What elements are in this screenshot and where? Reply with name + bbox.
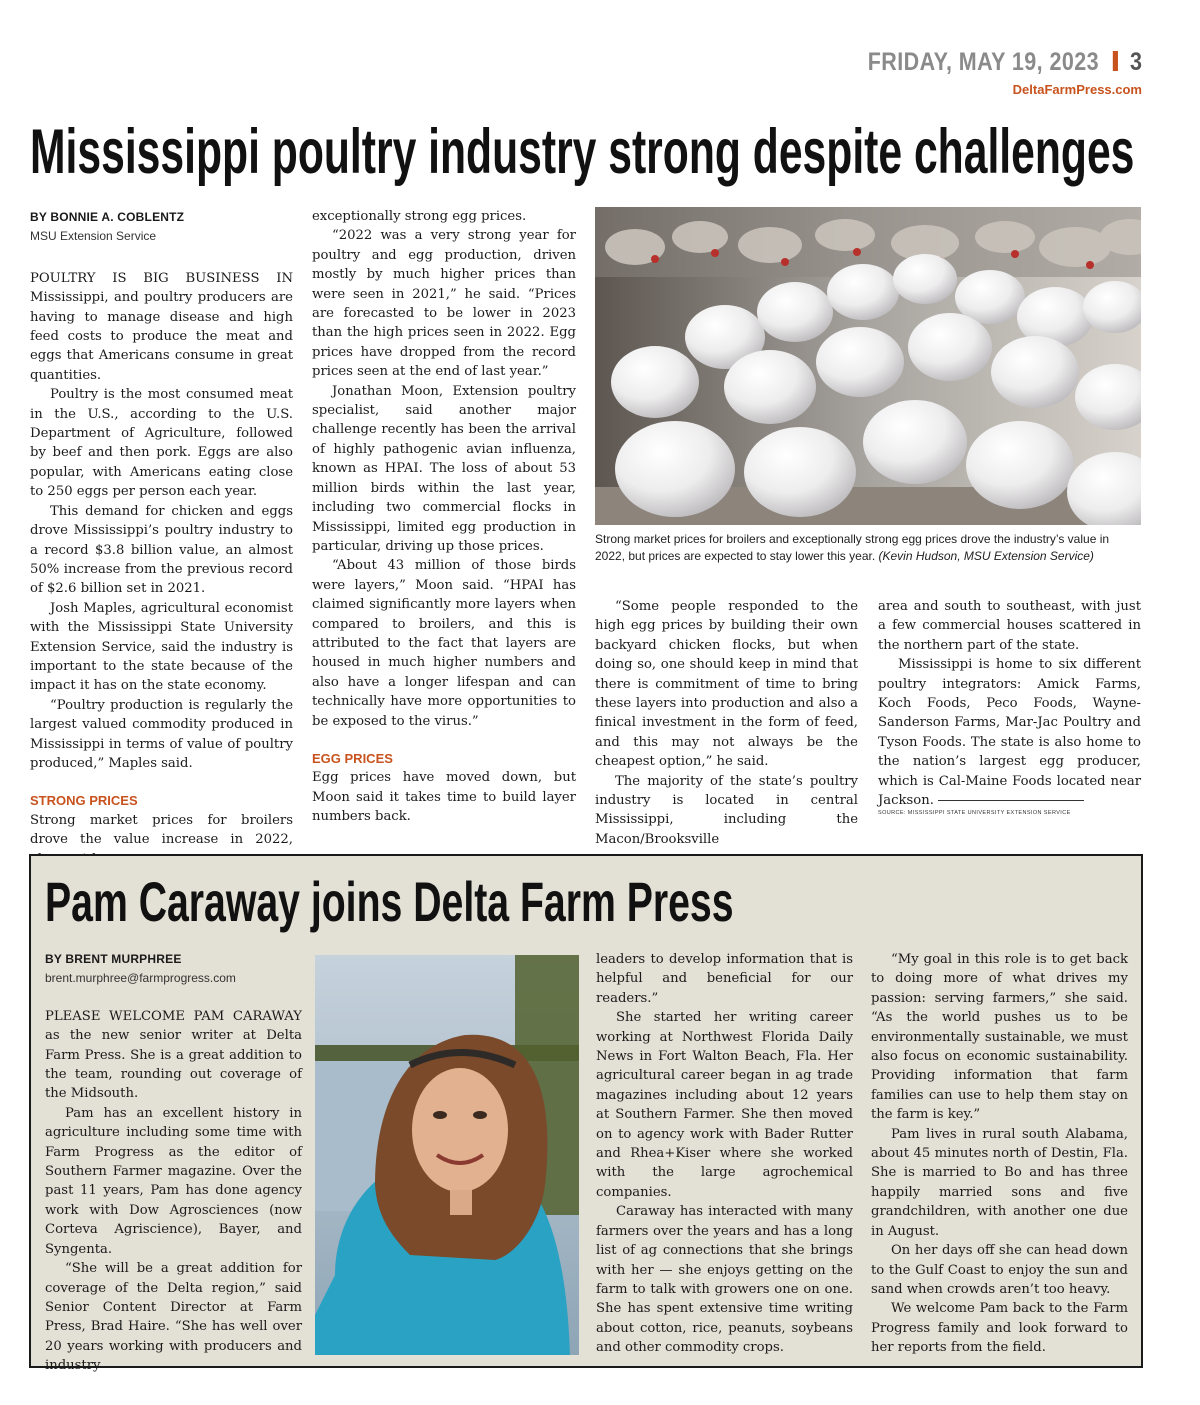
paragraph: Josh Maples, agricultural economist with the Mississippi State University Extension Service, said the industry is important to the state because of the impact it has on the state economy. — [30, 600, 293, 694]
paragraph: “Poultry production is regularly the largest valued commodity produced in Mississippi in terms of value of poultry produced,” Maples said. — [30, 697, 293, 771]
article-headline: Mississippi poultry industry strong despite challenges — [30, 117, 1135, 187]
paragraph: PLEASE WELCOME PAM CARAWAY as the new senior writer at Delta Farm Press. She is a great addition to the team, rounding out coverage of the Midsouth. — [45, 1008, 302, 1102]
paragraph: exceptionally strong egg prices. — [312, 209, 527, 224]
source-note: SOURCE: MISSISSIPPI STATE UNIVERSITY EXTENSION SERVICE — [878, 810, 1071, 816]
date-divider — [1112, 51, 1117, 71]
paragraph: Poultry is the most consumed meat in the U.S., according to the U.S. Department of Agriculture, followed by beef and then pork. Eggs are also popular, with Americans eating close to 250 eggs per person each year. — [30, 387, 293, 500]
eggs-photo — [595, 207, 1141, 525]
byline-affiliation: MSU Extension Service — [30, 229, 157, 244]
article-column-1 — [30, 208, 293, 869]
paragraph: Mississippi is home to six different poultry integrators: Amick Farms, Koch Foods, Peco Foods, Wayne-Sanderson Farms, Mar-Jac Poultry and Tyson Foods. The state is also home to the nation’s largest egg producer, which is Cal-Maine Foods located near Jackson. — [878, 657, 1141, 809]
announcement-column-1 — [45, 950, 302, 1376]
paragraph: leaders to develop information that is helpful and beneficial for our readers.” — [596, 952, 853, 1006]
portrait-illustration — [315, 955, 579, 1355]
paragraph: Caraway has interacted with many farmers over the years and has a long list of ag connections that she brings with her — she enjoys getting on the farm to talk with growers one on one. She has spent extensive time writing about cotton, rice, peanuts, soybeans and other commodity crops. — [596, 1204, 853, 1356]
article-column-4 — [878, 597, 1141, 810]
announcement-headline: Pam Caraway joins Delta Farm Press — [45, 870, 734, 933]
site-url: DeltaFarmPress.com — [1012, 82, 1142, 97]
paragraph: This demand for chicken and eggs drove Mississippi’s poultry industry to a record $3.8 billion value, an almost 50% increase from the previous record of $2.6 billion set in 2021. — [30, 503, 293, 597]
page-number: 3 — [1129, 48, 1142, 76]
caption-text: Strong market prices for broilers and exceptionally strong egg prices drove the industry’s value in 2022, but prices are expected to stay lower this year. — [595, 532, 1110, 563]
subhead-egg-prices: EGG PRICES — [312, 750, 393, 766]
paragraph: Pam lives in rural south Alabama, about 45 minutes north of Destin, Fla. She is married to Bo and has three happily married sons and five grandchildren, with another one due in August. — [871, 1126, 1128, 1239]
article-column-3 — [595, 597, 858, 849]
eggs-illustration — [595, 207, 1141, 525]
issue-date: FRIDAY, MAY 19, 2023 — [867, 48, 1099, 76]
paragraph: “She will be a great addition for coverage of the Delta region,” said Senior Content Director at Farm Press, Brad Haire. “She has well over 20 years working with producers and industry — [45, 1261, 302, 1374]
source-rule — [938, 800, 1084, 801]
paragraph: Strong market prices for broilers drove the value increase in 2022, — [30, 812, 293, 848]
photo-credit: (Kevin Hudson, MSU Extension Service) — [878, 549, 1094, 563]
paragraph: She started her writing career working at Northwest Florida Daily News in Fort Walton Beach, Fla. Her agricultural career began in ag trade magazines including about 12 years at Southern Farmer. She then moved on to agency work with Bader Rutter and Rhea+Kiser where she worked with the large agrochemical companies. — [596, 1010, 853, 1200]
issue-date-line — [867, 48, 1142, 77]
announcement-column-2 — [596, 950, 853, 1358]
paragraph: POULTRY IS BIG BUSINESS IN Mississippi, and poultry producers are having to manage disease and high feed costs to produce the meat and eggs that Americans consume in great quantities. — [30, 270, 293, 383]
paragraph: Jonathan Moon, Extension poultry specialist, said another major challenge recently has been the arrival of highly pathogenic avian influenza, known as HPAI. The loss of about 53 million birds within the last year, including two commercial flocks in Mississippi, limited egg production in particular, driving up those prices. — [312, 383, 576, 554]
paragraph: “Some people responded to the high egg prices by building their own backyard chicken flocks, but when doing so, one should keep in mind that there is commitment of time to bring these layers into production and also a finical investment in the form of feed, and this may not always be the cheapest option,” he said. — [595, 599, 858, 770]
announcement-box — [29, 854, 1143, 1374]
paragraph: On her days off she can head down to the Gulf Coast to enjoy the sun and sand when crowds aren’t too heavy. — [871, 1243, 1128, 1297]
paragraph: Pam has an excellent history in agriculture including some time with Farm Progress as the editor of Southern Farmer magazine. Over the past 11 years, Pam has done agency work with Dow Agrosciences (now Corteva Agriscience), Bayer, and Syngenta. — [45, 1105, 302, 1257]
paragraph: The majority of the state’s poultry industry is located in central Mississippi, including the Macon/Brooksville — [595, 773, 858, 847]
portrait-photo — [315, 955, 579, 1355]
byline-email: brent.murphree@farmprogress.com — [45, 971, 236, 986]
subhead-strong-prices: STRONG PRICES — [30, 793, 138, 809]
photo-caption — [595, 531, 1141, 565]
article-column-2 — [312, 207, 576, 827]
paragraph: “My goal in this role is to get back to doing more of what drives my passion: serving farmers,” she said. “As the world pushes us to be environmentally sustainable, we must also focus on economic sustainability. Providing information that farm families can use to help them stay on the farm is key.” — [871, 952, 1128, 1123]
paragraph: “2022 was a very strong year for poultry and egg production, driven mostly by much higher prices than were seen in 2021,” he said. “Prices are forecasted to be lower in 2023 than the high prices seen in 2022. Egg prices have dropped from the record prices seen at the end of last year.” — [312, 228, 576, 380]
announcement-column-3 — [871, 950, 1128, 1358]
paragraph: Egg prices have moved down, but Moon said it takes time to build layer numbers back. — [312, 770, 576, 825]
byline: BY BONNIE A. COBLENTZ — [30, 210, 185, 224]
paragraph: “About 43 million of those birds were layers,” Moon said. “HPAI has claimed significantly more layers when compared to broilers, and this is attributed to the fact that layers are housed in much higher numbers and also have a longer lifespan and can technically have more opportunities to be exposed to the virus.” — [312, 558, 576, 729]
byline: BY BRENT MURPHREE — [45, 952, 182, 966]
paragraph: area and south to southeast, with just a few commercial houses scattered in the northern part of the state. — [878, 599, 1141, 653]
paragraph: We welcome Pam back to the Farm Progress family and look forward to her reports from the field. — [871, 1301, 1128, 1356]
